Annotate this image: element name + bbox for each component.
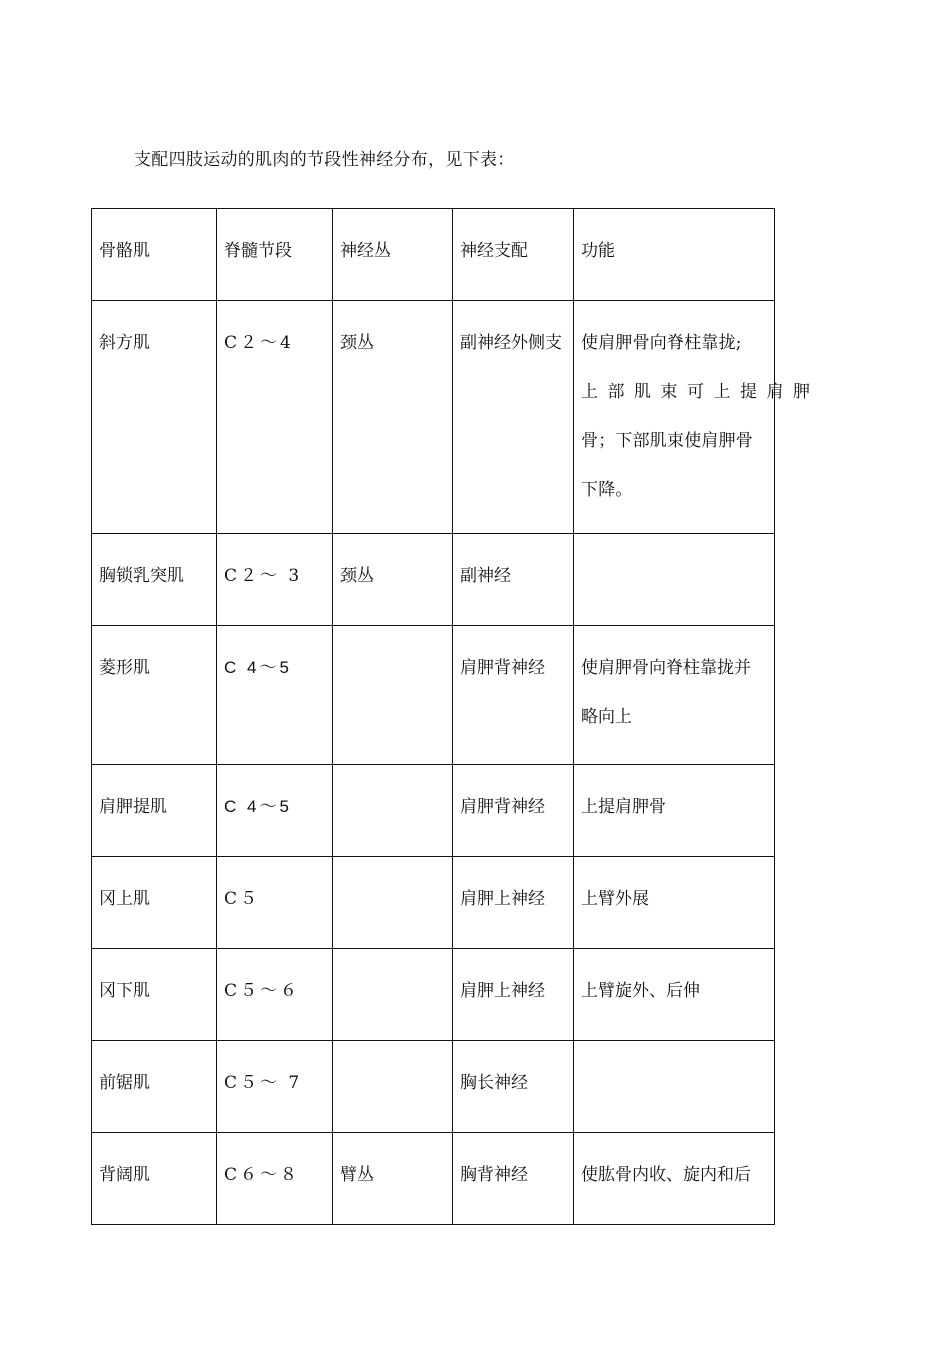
function-line: 使肩胛骨向脊柱靠拢并 — [581, 658, 751, 678]
cell-muscle: 冈上肌 — [92, 857, 217, 949]
function-line: 下降。 — [581, 480, 633, 500]
cell-plexus: 颈丛 — [333, 301, 453, 534]
cell-segment: C５ — [217, 857, 333, 949]
cell-plexus — [333, 765, 453, 857]
header-cell-nerve: 神经支配 — [453, 209, 574, 301]
cell-function — [574, 301, 820, 534]
cell-segment: C５～ 7 — [217, 1041, 333, 1133]
header-cell-plexus: 神经丛 — [333, 209, 453, 301]
cell-nerve: 肩胛上神经 — [453, 857, 574, 949]
cell-segment: C６～８ — [217, 1133, 333, 1225]
cell-function — [574, 1041, 775, 1133]
cell-nerve: 副神经外侧支 — [453, 301, 574, 534]
cell-plexus: 臂丛 — [333, 1133, 453, 1225]
intro-text: 支配四肢运动的肌肉的节段性神经分布，见下表： — [134, 150, 515, 170]
cell-function — [574, 765, 775, 857]
function-line: 上提肩胛骨 — [581, 797, 666, 817]
function-line: 略向上 — [581, 707, 632, 727]
cell-nerve: 肩胛背神经 — [453, 626, 574, 765]
cell-nerve: 副神经 — [453, 534, 574, 626]
cell-nerve: 胸背神经 — [453, 1133, 574, 1225]
cell-function — [574, 534, 775, 626]
cell-nerve: 肩胛上神经 — [453, 949, 574, 1041]
nerve-distribution-table — [91, 208, 820, 1225]
cell-function — [574, 626, 775, 765]
cell-segment: C２～ 3 — [217, 534, 333, 626]
header-cell-function: 功能 — [574, 209, 775, 301]
function-line: 骨；下部肌束使肩胛骨 — [581, 431, 753, 451]
cell-muscle: 冈下肌 — [92, 949, 217, 1041]
cell-function — [574, 949, 775, 1041]
cell-nerve: 胸长神经 — [453, 1041, 574, 1133]
cell-plexus — [333, 1041, 453, 1133]
cell-function — [574, 857, 775, 949]
cell-muscle: 前锯肌 — [92, 1041, 217, 1133]
cell-muscle: 肩胛提肌 — [92, 765, 217, 857]
cell-nerve: 肩胛背神经 — [453, 765, 574, 857]
function-line: 使肩胛骨向脊柱靠拢; — [581, 333, 742, 353]
function-line: 上部肌束可上提肩胛 — [581, 382, 820, 402]
cell-muscle: 背阔肌 — [92, 1133, 217, 1225]
table-row — [92, 765, 775, 857]
table-row — [92, 1041, 775, 1133]
table-row — [92, 534, 775, 626]
function-line: 上臂外展 — [581, 889, 649, 909]
cell-segment: C 4～5 — [217, 765, 333, 857]
cell-function — [574, 1133, 775, 1225]
table-header-row — [92, 209, 775, 301]
cell-plexus — [333, 857, 453, 949]
cell-segment: C 4～5 — [217, 626, 333, 765]
cell-muscle: 斜方肌 — [92, 301, 217, 534]
table-row — [92, 857, 775, 949]
cell-muscle: 菱形肌 — [92, 626, 217, 765]
cell-segment: C２～4 — [217, 301, 333, 534]
cell-segment: C５～６ — [217, 949, 333, 1041]
cell-muscle: 胸锁乳突肌 — [92, 534, 217, 626]
function-line: 使肱骨内收、旋内和后 — [581, 1165, 751, 1185]
cell-plexus — [333, 626, 453, 765]
table-row — [92, 1133, 775, 1225]
table-row — [92, 949, 775, 1041]
header-cell-segment: 脊髓节段 — [217, 209, 333, 301]
cell-plexus — [333, 949, 453, 1041]
header-cell-muscle: 骨骼肌 — [92, 209, 217, 301]
function-line: 上臂旋外、后伸 — [581, 981, 700, 1001]
table-row — [92, 301, 775, 534]
cell-plexus: 颈丛 — [333, 534, 453, 626]
table-row — [92, 626, 775, 765]
